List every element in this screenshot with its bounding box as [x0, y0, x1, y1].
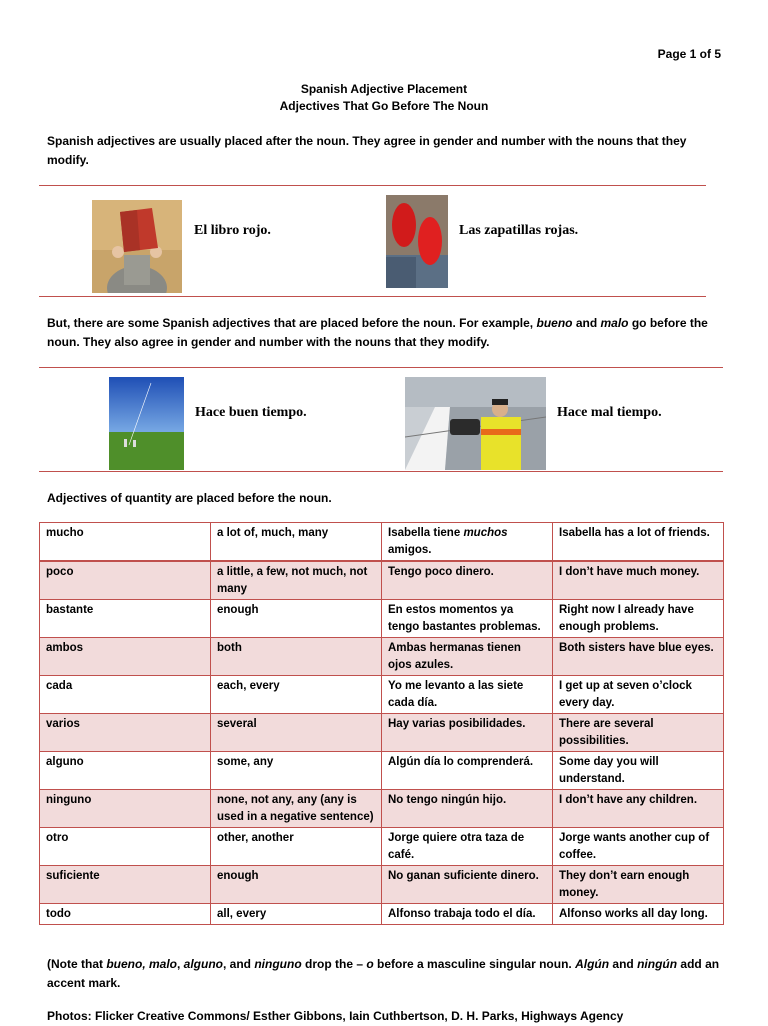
- spanish-example-cell: [382, 904, 553, 925]
- adjective-cell: cada: [40, 676, 211, 714]
- snowy-road-photo: [405, 377, 546, 470]
- table-row: [40, 523, 724, 562]
- kite-field-photo: [109, 377, 184, 470]
- spanish-example-cell: [382, 752, 553, 790]
- spanish-example-cell: [382, 790, 553, 828]
- meaning-cell: several: [211, 714, 382, 752]
- table-row: [40, 714, 724, 752]
- photo-credits: Photos: Flicker Creative Commons/ Esther Gibbons, Iain Cuthbertson, D. H. Parks, Highways Agency: [47, 1009, 624, 1023]
- note-text: add an accent mark.: [47, 957, 720, 990]
- red-slippers-photo: [386, 195, 448, 288]
- adjective-cell: poco: [40, 561, 211, 600]
- adjective-cell: ninguno: [40, 790, 211, 828]
- spanish-example-text: Ambas hermanas tienen ojos azules.: [388, 642, 521, 671]
- table-row: [40, 561, 724, 600]
- note-word: alguno: [183, 957, 223, 971]
- note-text: ,: [177, 957, 184, 971]
- table-row: [40, 638, 724, 676]
- table-row: [40, 600, 724, 638]
- adjective-cell: ambos: [40, 638, 211, 676]
- english-translation-cell: I don’t have any children.: [553, 790, 724, 828]
- meaning-cell: some, any: [211, 752, 382, 790]
- table-row: [40, 866, 724, 904]
- page-number: Page 1 of 5: [657, 47, 721, 61]
- spanish-example-text: No tengo ningún hijo.: [388, 794, 507, 806]
- document-subtitle: Adjectives That Go Before The Noun: [279, 99, 489, 113]
- adjective-cell: alguno: [40, 752, 211, 790]
- caption-las-zapatillas-rojas: Las zapatillas rojas.: [459, 223, 579, 238]
- adjective-cell: todo: [40, 904, 211, 925]
- spanish-example-text: Jorge quiere otra taza de café.: [388, 832, 525, 861]
- divider-line: [39, 296, 706, 297]
- meaning-cell: each, every: [211, 676, 382, 714]
- divider-line: [39, 367, 723, 368]
- spanish-example-text: Isabella tiene: [388, 527, 464, 539]
- adjective-cell: suficiente: [40, 866, 211, 904]
- emphasized-adjective: muchos: [463, 527, 508, 539]
- adjective-cell: mucho: [40, 523, 211, 562]
- note-text: before a masculine singular noun.: [373, 957, 576, 971]
- meaning-cell: a little, a few, not much, not many: [211, 561, 382, 600]
- spanish-example-cell: [382, 828, 553, 866]
- before-noun-text: and: [572, 316, 601, 330]
- english-translation-cell: I get up at seven o’clock every day.: [553, 676, 724, 714]
- spanish-example-cell: [382, 714, 553, 752]
- note-word: ningún: [637, 957, 678, 971]
- table-row: [40, 790, 724, 828]
- intro-paragraph: Spanish adjectives are usually placed after the noun. They agree in gender and number with the nouns that they modify.: [47, 134, 687, 167]
- example-word-malo: malo: [600, 316, 629, 330]
- meaning-cell: a lot of, much, many: [211, 523, 382, 562]
- before-noun-text: go before the noun. They also agree in gender and number with the nouns that they modify.: [47, 316, 708, 349]
- note-text: (Note that: [47, 957, 107, 971]
- quantity-adjectives-table: [39, 522, 724, 925]
- adjective-cell: otro: [40, 828, 211, 866]
- spanish-example-cell: [382, 600, 553, 638]
- spanish-example-text: Hay varias posibilidades.: [388, 718, 526, 730]
- divider-line: [39, 185, 706, 186]
- note-word: o: [366, 957, 374, 971]
- meaning-cell: other, another: [211, 828, 382, 866]
- quantity-heading: Adjectives of quantity are placed before the noun.: [47, 491, 332, 505]
- note-text: , and: [223, 957, 255, 971]
- english-translation-cell: Alfonso works all day long.: [553, 904, 724, 925]
- adjective-cell: bastante: [40, 600, 211, 638]
- table-row: [40, 904, 724, 925]
- note-word: bueno, malo: [106, 957, 177, 971]
- before-noun-text: But, there are some Spanish adjectives that are placed before the noun. For example,: [47, 316, 537, 330]
- spanish-example-cell: [382, 523, 553, 562]
- table-row: [40, 676, 724, 714]
- english-translation-cell: There are several possibilities.: [553, 714, 724, 752]
- caption-hace-mal-tiempo: Hace mal tiempo.: [557, 405, 662, 420]
- accent-note: [47, 955, 727, 993]
- spanish-example-cell: [382, 676, 553, 714]
- spanish-example-text: Yo me levanto a las siete cada día.: [388, 680, 524, 709]
- caption-hace-buen-tiempo: Hace buen tiempo.: [195, 405, 307, 420]
- spanish-example-text: Algún día lo comprenderá.: [388, 756, 534, 768]
- spanish-example-text: amigos.: [388, 544, 432, 556]
- spanish-example-cell: [382, 561, 553, 600]
- red-book-photo: [92, 200, 182, 293]
- english-translation-cell: I don’t have much money.: [553, 561, 724, 600]
- meaning-cell: none, not any, any (any is used in a negative sentence): [211, 790, 382, 828]
- meaning-cell: enough: [211, 866, 382, 904]
- english-translation-cell: Both sisters have blue eyes.: [553, 638, 724, 676]
- document-title: Spanish Adjective Placement: [300, 82, 468, 96]
- english-translation-cell: They don’t earn enough money.: [553, 866, 724, 904]
- spanish-example-text: Alfonso trabaja todo el día.: [388, 908, 536, 920]
- meaning-cell: all, every: [211, 904, 382, 925]
- spanish-example-text: Tengo poco dinero.: [388, 566, 494, 578]
- meaning-cell: enough: [211, 600, 382, 638]
- caption-el-libro-rojo: El libro rojo.: [194, 223, 271, 238]
- table-row: [40, 828, 724, 866]
- meaning-cell: both: [211, 638, 382, 676]
- note-word: ninguno: [254, 957, 302, 971]
- adjective-cell: varios: [40, 714, 211, 752]
- note-text: drop the –: [301, 957, 367, 971]
- before-noun-paragraph: [47, 314, 727, 352]
- divider-line: [39, 471, 723, 472]
- example-word-bueno: bueno: [536, 316, 573, 330]
- spanish-example-text: En estos momentos ya tengo bastantes problemas.: [388, 604, 541, 633]
- note-word: Algún: [575, 957, 610, 971]
- english-translation-cell: Right now I already have enough problems.: [553, 600, 724, 638]
- table-row: [40, 752, 724, 790]
- spanish-example-cell: [382, 866, 553, 904]
- english-translation-cell: Jorge wants another cup of coffee.: [553, 828, 724, 866]
- note-text: and: [609, 957, 638, 971]
- english-translation-cell: Isabella has a lot of friends.: [553, 523, 724, 562]
- english-translation-cell: Some day you will understand.: [553, 752, 724, 790]
- spanish-example-text: No ganan suficiente dinero.: [388, 870, 539, 882]
- spanish-example-cell: [382, 638, 553, 676]
